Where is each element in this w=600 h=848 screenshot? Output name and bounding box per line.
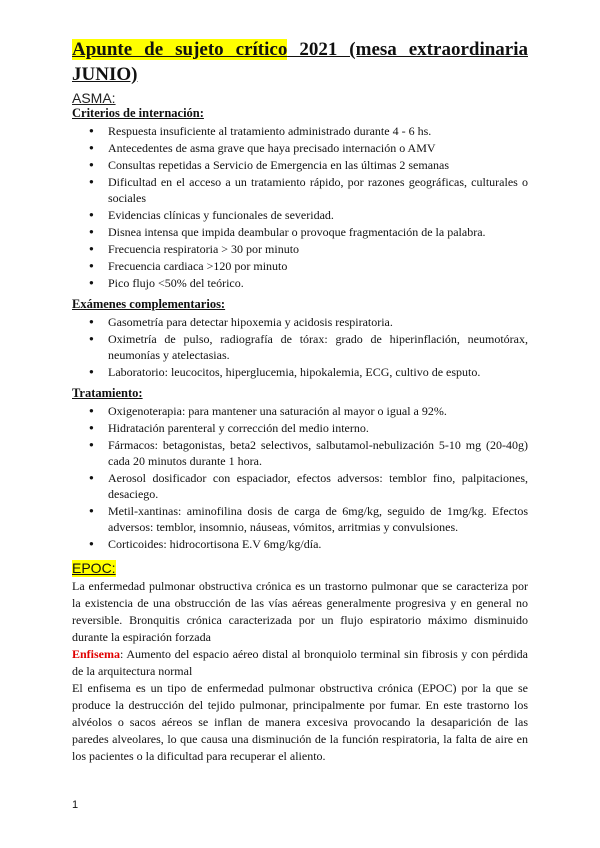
list-item: ● Oxigenoterapia: para mantener una saturación al mayor o igual a 92%. — [108, 403, 528, 419]
list-item: ● Metil-xantinas: aminofilina dosis de carga de 6mg/kg, seguido de 1mg/kg. Efectos adversos: temblor, insomnio, náuseas, vómitos, arritmias y convulsiones. — [108, 503, 528, 535]
examenes-list — [72, 314, 528, 380]
criterios-heading: Criterios de internación: — [72, 106, 204, 120]
list-item: ● Frecuencia respiratoria > 30 por minuto — [108, 241, 528, 257]
document-page — [72, 37, 528, 765]
list-item: ● Antecedentes de asma grave que haya precisado internación o AMV — [108, 140, 528, 156]
tratamiento-heading: Tratamiento: — [72, 386, 143, 400]
list-item: ● Dificultad en el acceso a un tratamiento rápido, por razones geográficas, culturales o sociales — [108, 174, 528, 206]
list-item: ● Hidratación parenteral y corrección del medio interno. — [108, 420, 528, 436]
title-highlighted: Apunte de sujeto crítico — [72, 39, 288, 60]
examenes-heading: Exámenes complementarios: — [72, 297, 226, 311]
list-item: ● Corticoides: hidrocortisona E.V 6mg/kg/día. — [108, 536, 528, 552]
document-title — [72, 37, 528, 87]
page-number: 1 — [72, 799, 79, 811]
criterios-list — [72, 123, 528, 291]
enfisema-detail-paragraph: El enfisema es un tipo de enfermedad pulmonar obstructiva crónica (EPOC) por la que se produce la destrucción del tejido pulmonar, principalmente por fumar. En este trastorno los alvéolos o sacos aéreos se inflan de manera excesiva provocando la desaparición de las paredes alveolares, lo que causa una disminución de la función respiratoria, la falta de aire en los pacientes o la dificultad para recuperar el aliento. — [72, 681, 528, 763]
list-item: ● Fármacos: betagonistas, beta2 selectivos, salbutamol-nebulización 5-10 mg (20-40g) cada 20 minutos durante 1 hora. — [108, 437, 528, 469]
list-item: ● Pico flujo <50% del teórico. — [108, 275, 528, 291]
list-item: ● Aerosol dosificador con espaciador, efectos adversos: temblor fino, palpitaciones, desaciego. — [108, 470, 528, 502]
enfisema-definition: : Aumento del espacio aéreo distal al bronquiolo terminal sin fibrosis y con pérdida de la arquitectura normal — [72, 647, 528, 678]
epoc-heading: EPOC: — [72, 560, 116, 576]
epoc-paragraph: La enfermedad pulmonar obstructiva crónica es un trastorno pulmonar que se caracteriza por la existencia de una obstrucción de las vías aéreas generalmente progresiva y en general no reversible. Bronquitis crónica caracterizada por un flujo espiratorio máximo disminuido durante la espiración forzada — [72, 579, 528, 644]
list-item: ● Laboratorio: leucocitos, hiperglucemia, hipokalemia, ECG, cultivo de esputo. — [108, 364, 528, 380]
asma-heading: ASMA: — [72, 90, 116, 106]
list-item: ● Frecuencia cardiaca >120 por minuto — [108, 258, 528, 274]
title-rest: 2021 (mesa extraordinaria JUNIO) — [72, 39, 528, 85]
list-item: ● Oximetría de pulso, radiografía de tórax: grado de hiperinflación, neumotórax, neumonías y atelectasias. — [108, 331, 528, 363]
list-item: ● Disnea intensa que impida deambular o provoque fragmentación de la palabra. — [108, 224, 528, 240]
tratamiento-list — [72, 403, 528, 552]
list-item: ● Respuesta insuficiente al tratamiento administrado durante 4 - 6 hs. — [108, 123, 528, 139]
list-item: ● Consultas repetidas a Servicio de Emergencia en las últimas 2 semanas — [108, 157, 528, 173]
enfisema-paragraph — [72, 646, 528, 680]
list-item: ● Evidencias clínicas y funcionales de severidad. — [108, 207, 528, 223]
list-item: ● Gasometría para detectar hipoxemia y acidosis respiratoria. — [108, 314, 528, 330]
enfisema-label: Enfisema — [72, 647, 120, 661]
